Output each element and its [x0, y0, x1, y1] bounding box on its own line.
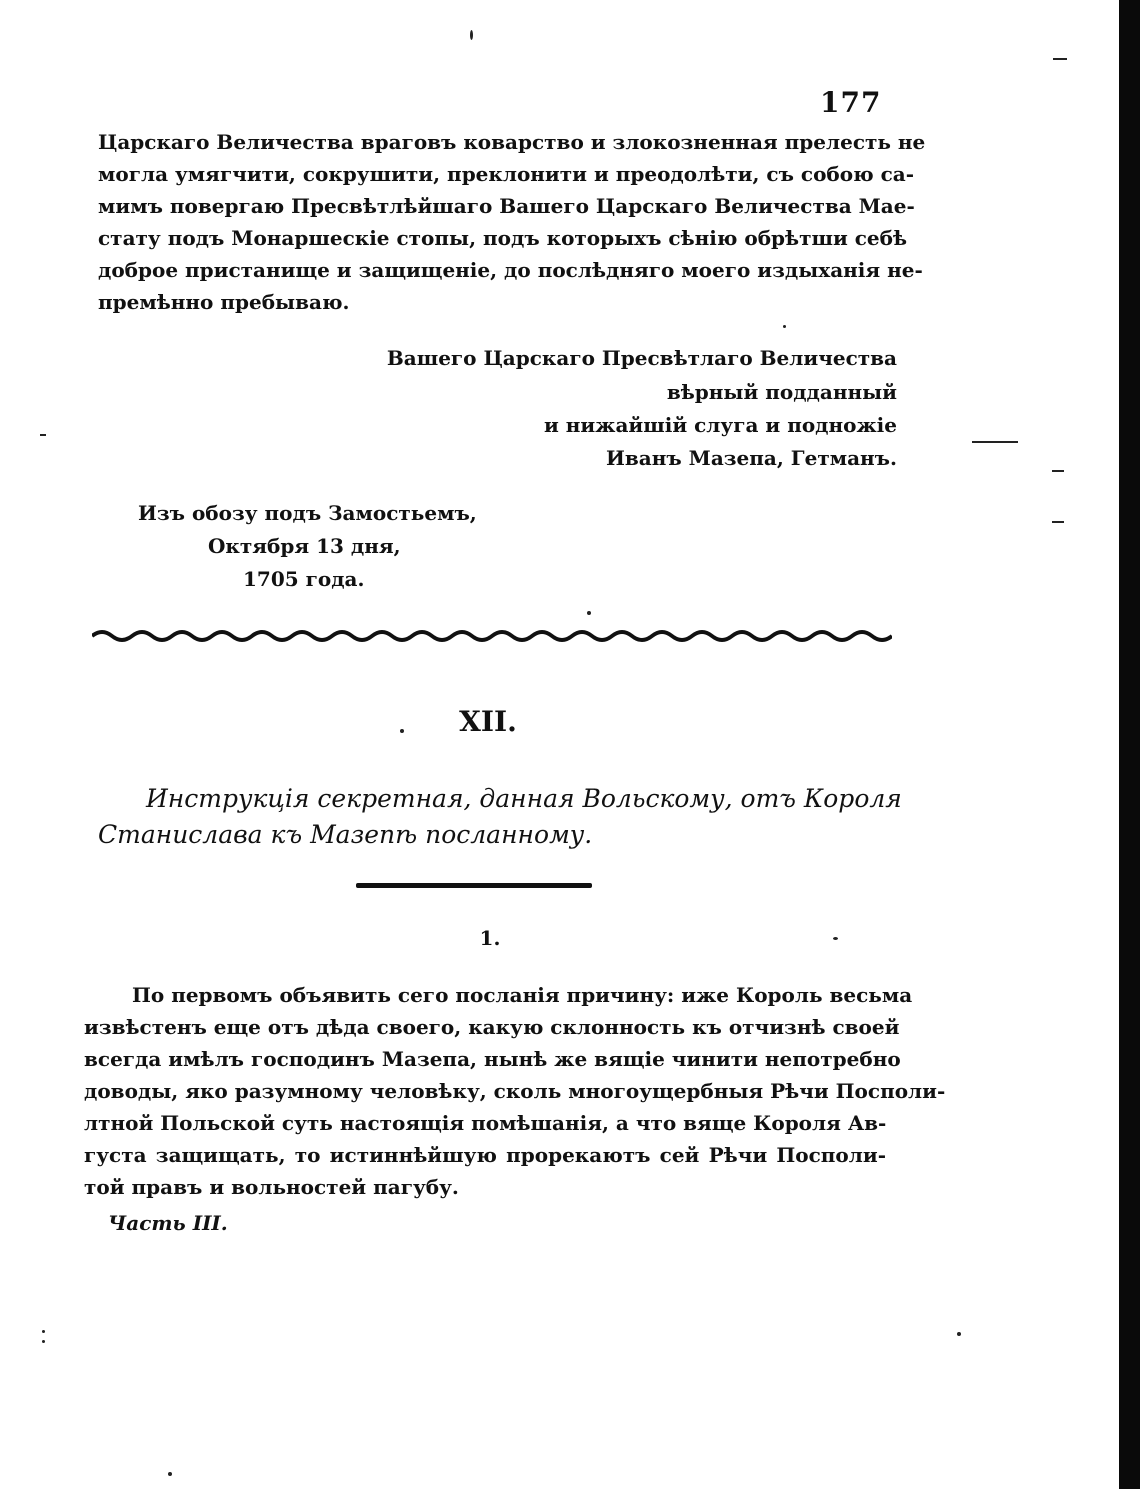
signature-line: вѣрный подданный — [666, 380, 897, 404]
signature-line: Вашего Царскаго Пресвѣтлаго Величества — [386, 346, 897, 370]
text-line: могла умягчити, сокрушити, преклонити и преодолѣти, съ собою са- — [98, 162, 915, 186]
scan-speck — [168, 1472, 172, 1476]
scan-speck — [587, 611, 591, 615]
scan-border — [1119, 0, 1140, 1489]
scan-speck — [470, 30, 473, 40]
scan-speck — [1052, 470, 1064, 472]
title-rule — [356, 883, 592, 888]
place-line: Изъ обозу подъ Замостьемъ, — [138, 501, 477, 525]
year-line: 1705 года. — [243, 567, 365, 591]
text-line: лтной Польской суть настоящія помѣшанія, а что вяще Короля Ав- — [84, 1111, 887, 1135]
volume-footer: Часть III. — [108, 1211, 228, 1235]
date-line: Октября 13 дня, — [208, 534, 401, 558]
text-line: всегда имѣлъ господинъ Мазепа, нынѣ же вящіе чинити непотребно — [84, 1047, 901, 1071]
text-line: мимъ повергаю Пресвѣтлѣйшаго Вашего Царскаго Величества Мае- — [98, 194, 915, 218]
text-line: доводы, яко разумному человѣку, сколь многоущербныя Рѣчи Посполи- — [84, 1079, 946, 1103]
text-line: той правъ и вольностей пагубу. — [84, 1175, 459, 1199]
signature-name: Иванъ Мазепа, Гетманъ. — [605, 446, 897, 470]
scan-speck — [42, 1340, 45, 1343]
scan-speck — [1052, 521, 1064, 523]
text-line: доброе пристанище и защищеніе, до послѣдняго моего издыханія не- — [98, 258, 923, 282]
page-number: 177 — [820, 86, 882, 119]
scan-speck — [42, 1330, 45, 1333]
signature-line: и нижайшій слуга и подножіе — [543, 413, 897, 437]
text-line: премѣнно пребываю. — [98, 290, 350, 314]
scan-speck — [833, 937, 838, 940]
paragraph-number: 1. — [479, 926, 501, 950]
text-line: стату подъ Монаршескіе стопы, подъ которыхъ сѣнію обрѣтши себѣ — [98, 226, 908, 250]
scan-speck — [783, 325, 786, 328]
scan-speck — [957, 1332, 961, 1336]
scan-speck — [972, 441, 1018, 443]
scan-speck — [40, 434, 46, 436]
text-line: извѣстенъ еще отъ дѣда своего, какую склонность къ отчизнѣ своей — [84, 1015, 900, 1039]
text-line: По первомъ объявить сего посланія причину: иже Король весьма — [132, 983, 913, 1007]
scan-speck — [1053, 58, 1067, 60]
text-line: густа защищать, то истиннѣйшую прорекаютъ сей Рѣчи Посполи- — [84, 1143, 886, 1167]
section-number: XII. — [459, 705, 517, 738]
section-title-line: Станислава къ Мазепѣ посланному. — [98, 820, 593, 849]
text-line: Царскаго Величества враговъ коварство и злокозненная прелесть не — [98, 130, 926, 154]
wavy-separator — [92, 625, 892, 647]
section-title-line: Инструкція секретная, данная Вольскому, отъ Короля — [146, 784, 902, 813]
